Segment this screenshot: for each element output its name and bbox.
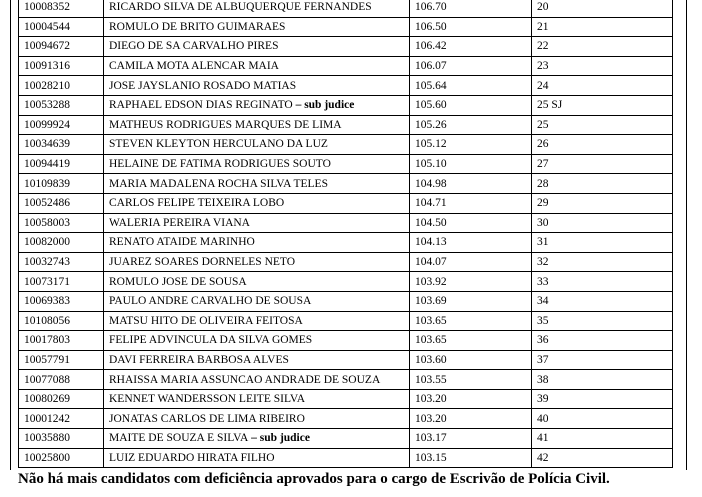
rank-cell: 28 — [532, 174, 673, 194]
results-table-body — [19, 0, 673, 468]
candidate-name: CARLOS FELIPE TEIXEIRA LOBO — [109, 197, 285, 210]
candidate-name-cell — [104, 37, 410, 57]
score-cell: 104.13 — [410, 233, 532, 253]
candidate-name-cell — [104, 213, 410, 233]
candidate-name-cell — [104, 291, 410, 311]
score-cell: 103.69 — [410, 291, 532, 311]
score-cell: 103.60 — [410, 350, 532, 370]
table-row — [19, 37, 673, 57]
table-row — [19, 174, 673, 194]
candidate-id-cell: 10073171 — [19, 272, 104, 292]
candidate-name: DAVI FERREIRA BARBOSA ALVES — [109, 353, 289, 366]
candidate-name-cell — [104, 389, 410, 409]
score-cell: 106.42 — [410, 37, 532, 57]
rank-cell: 22 — [532, 37, 673, 57]
rank-cell: 20 — [532, 0, 673, 17]
candidate-name-cell — [104, 252, 410, 272]
candidate-name: ROMULO DE BRITO GUIMARAES — [109, 20, 286, 33]
candidate-name-cell — [104, 0, 410, 17]
page-border-right — [686, 0, 687, 470]
candidate-name-cell — [104, 17, 410, 37]
candidate-name: HELAINE DE FATIMA RODRIGUES SOUTO — [109, 158, 331, 171]
score-cell: 103.65 — [410, 311, 532, 331]
candidate-name: ROMULO JOSE DE SOUSA — [109, 275, 247, 288]
table-row — [19, 154, 673, 174]
candidate-name: JUAREZ SOARES DORNELES NETO — [109, 256, 296, 269]
rank-cell: 33 — [532, 272, 673, 292]
candidate-name-cell — [104, 115, 410, 135]
rank-cell: 26 — [532, 135, 673, 155]
score-cell: 103.20 — [410, 409, 532, 429]
candidate-name: MATSU HITO DE OLIVEIRA FEITOSA — [109, 314, 303, 327]
candidate-id-cell: 10004544 — [19, 17, 104, 37]
score-cell: 103.20 — [410, 389, 532, 409]
score-cell: 103.65 — [410, 331, 532, 351]
score-cell: 103.55 — [410, 370, 532, 390]
candidate-name-cell — [104, 76, 410, 96]
table-row — [19, 17, 673, 37]
candidate-id-cell: 10091316 — [19, 56, 104, 76]
candidate-id-cell: 10001242 — [19, 409, 104, 429]
candidate-name: RICARDO SILVA DE ALBUQUERQUE FERNANDES — [109, 1, 372, 14]
score-cell: 103.17 — [410, 429, 532, 449]
score-cell: 104.71 — [410, 193, 532, 213]
candidate-name: JONATAS CARLOS DE LIMA RIBEIRO — [109, 412, 305, 425]
candidate-name-cell — [104, 272, 410, 292]
rank-cell: 34 — [532, 291, 673, 311]
rank-cell: 31 — [532, 233, 673, 253]
candidate-name: MARIA MADALENA ROCHA SILVA TELES — [109, 177, 328, 190]
candidate-id-cell: 10034639 — [19, 135, 104, 155]
candidate-name: JOSE JAYSLANIO ROSADO MATIAS — [109, 79, 297, 92]
candidate-name-cell — [104, 174, 410, 194]
rank-cell: 32 — [532, 252, 673, 272]
candidate-name: LUIZ EDUARDO HIRATA FILHO — [109, 451, 275, 464]
candidate-id-cell: 10053288 — [19, 95, 104, 115]
candidate-id-cell: 10028210 — [19, 76, 104, 96]
table-row — [19, 370, 673, 390]
table-row — [19, 0, 673, 17]
score-cell: 106.70 — [410, 0, 532, 17]
candidate-id-cell: 10109839 — [19, 174, 104, 194]
candidate-name: KENNET WANDERSSON LEITE SILVA — [109, 393, 306, 406]
candidate-name: CAMILA MOTA ALENCAR MAIA — [109, 60, 279, 73]
candidate-id-cell: 10108056 — [19, 311, 104, 331]
score-cell: 103.92 — [410, 272, 532, 292]
rank-cell: 40 — [532, 409, 673, 429]
candidate-name: MATHEUS RODRIGUES MARQUES DE LIMA — [109, 118, 342, 131]
score-cell: 103.15 — [410, 448, 532, 468]
candidate-id-cell: 10025800 — [19, 448, 104, 468]
score-cell: 104.07 — [410, 252, 532, 272]
candidate-name-cell — [104, 350, 410, 370]
rank-cell: 25 — [532, 115, 673, 135]
candidate-id-cell: 10094672 — [19, 37, 104, 57]
table-row — [19, 331, 673, 351]
candidate-id-cell: 10069383 — [19, 291, 104, 311]
candidate-id-cell: 10052486 — [19, 193, 104, 213]
rank-cell: 42 — [532, 448, 673, 468]
score-cell: 106.07 — [410, 56, 532, 76]
table-row — [19, 311, 673, 331]
rank-cell: 21 — [532, 17, 673, 37]
candidate-name: WALERIA PEREIRA VIANA — [109, 216, 250, 229]
table-row — [19, 76, 673, 96]
rank-cell: 30 — [532, 213, 673, 233]
candidate-id-cell: 10057791 — [19, 350, 104, 370]
candidate-id-cell: 10077088 — [19, 370, 104, 390]
sub-judice-note: – sub judice — [248, 432, 310, 445]
candidate-name: DIEGO DE SA CARVALHO PIRES — [109, 40, 279, 53]
candidate-name-cell — [104, 370, 410, 390]
rank-cell: 35 — [532, 311, 673, 331]
table-row — [19, 291, 673, 311]
rank-cell: 36 — [532, 331, 673, 351]
score-cell: 106.50 — [410, 17, 532, 37]
candidate-name: RHAISSA MARIA ASSUNCAO ANDRADE DE SOUZA — [109, 373, 381, 386]
score-cell: 105.10 — [410, 154, 532, 174]
table-row — [19, 389, 673, 409]
table-row — [19, 429, 673, 449]
candidate-id-cell: 10099924 — [19, 115, 104, 135]
table-row — [19, 409, 673, 429]
table-row — [19, 213, 673, 233]
candidate-name: FELIPE ADVINCULA DA SILVA GOMES — [109, 334, 313, 347]
rank-cell: 25 SJ — [532, 95, 673, 115]
rank-cell: 41 — [532, 429, 673, 449]
score-cell: 105.12 — [410, 135, 532, 155]
candidate-name-cell — [104, 233, 410, 253]
candidate-name-cell — [104, 154, 410, 174]
rank-cell: 23 — [532, 56, 673, 76]
candidate-name: PAULO ANDRE CARVALHO DE SOUSA — [109, 295, 312, 308]
page-border-left — [10, 0, 11, 470]
candidate-name-cell — [104, 135, 410, 155]
score-cell: 104.98 — [410, 174, 532, 194]
candidate-name-cell — [104, 193, 410, 213]
table-row — [19, 193, 673, 213]
candidate-id-cell: 10058003 — [19, 213, 104, 233]
footnote: Não há mais candidatos com deficiência aprovados para o cargo de Escrivão de Polícia Civil. — [18, 471, 610, 487]
candidate-name-cell — [104, 331, 410, 351]
table-row — [19, 252, 673, 272]
candidate-name-cell — [104, 56, 410, 76]
sub-judice-note: – sub judice — [292, 99, 355, 112]
table-row — [19, 135, 673, 155]
score-cell: 105.26 — [410, 115, 532, 135]
candidate-name-cell — [104, 409, 410, 429]
rank-cell: 38 — [532, 370, 673, 390]
candidate-name-cell — [104, 448, 410, 468]
candidate-id-cell: 10035880 — [19, 429, 104, 449]
candidate-id-cell: 10082000 — [19, 233, 104, 253]
candidate-name-cell — [104, 95, 410, 115]
table-row — [19, 448, 673, 468]
rank-cell: 27 — [532, 154, 673, 174]
candidate-name-cell — [104, 429, 410, 449]
candidate-id-cell: 10032743 — [19, 252, 104, 272]
score-cell: 105.60 — [410, 95, 532, 115]
candidate-name: STEVEN KLEYTON HERCULANO DA LUZ — [109, 138, 328, 151]
table-row — [19, 272, 673, 292]
rank-cell: 37 — [532, 350, 673, 370]
score-cell: 104.50 — [410, 213, 532, 233]
rank-cell: 39 — [532, 389, 673, 409]
table-row — [19, 233, 673, 253]
table-row — [19, 350, 673, 370]
candidate-name: MAITE DE SOUZA E SILVA — [109, 432, 249, 445]
candidate-id-cell: 10094419 — [19, 154, 104, 174]
candidate-id-cell: 10017803 — [19, 331, 104, 351]
candidate-name: RENATO ATAIDE MARINHO — [109, 236, 255, 249]
candidate-name: RAPHAEL EDSON DIAS REGINATO — [109, 99, 293, 112]
score-cell: 105.64 — [410, 76, 532, 96]
results-table — [18, 0, 673, 468]
candidate-id-cell: 10008352 — [19, 0, 104, 17]
candidate-name-cell — [104, 311, 410, 331]
candidate-id-cell: 10080269 — [19, 389, 104, 409]
table-row — [19, 115, 673, 135]
table-row — [19, 95, 673, 115]
rank-cell: 24 — [532, 76, 673, 96]
rank-cell: 29 — [532, 193, 673, 213]
table-row — [19, 56, 673, 76]
